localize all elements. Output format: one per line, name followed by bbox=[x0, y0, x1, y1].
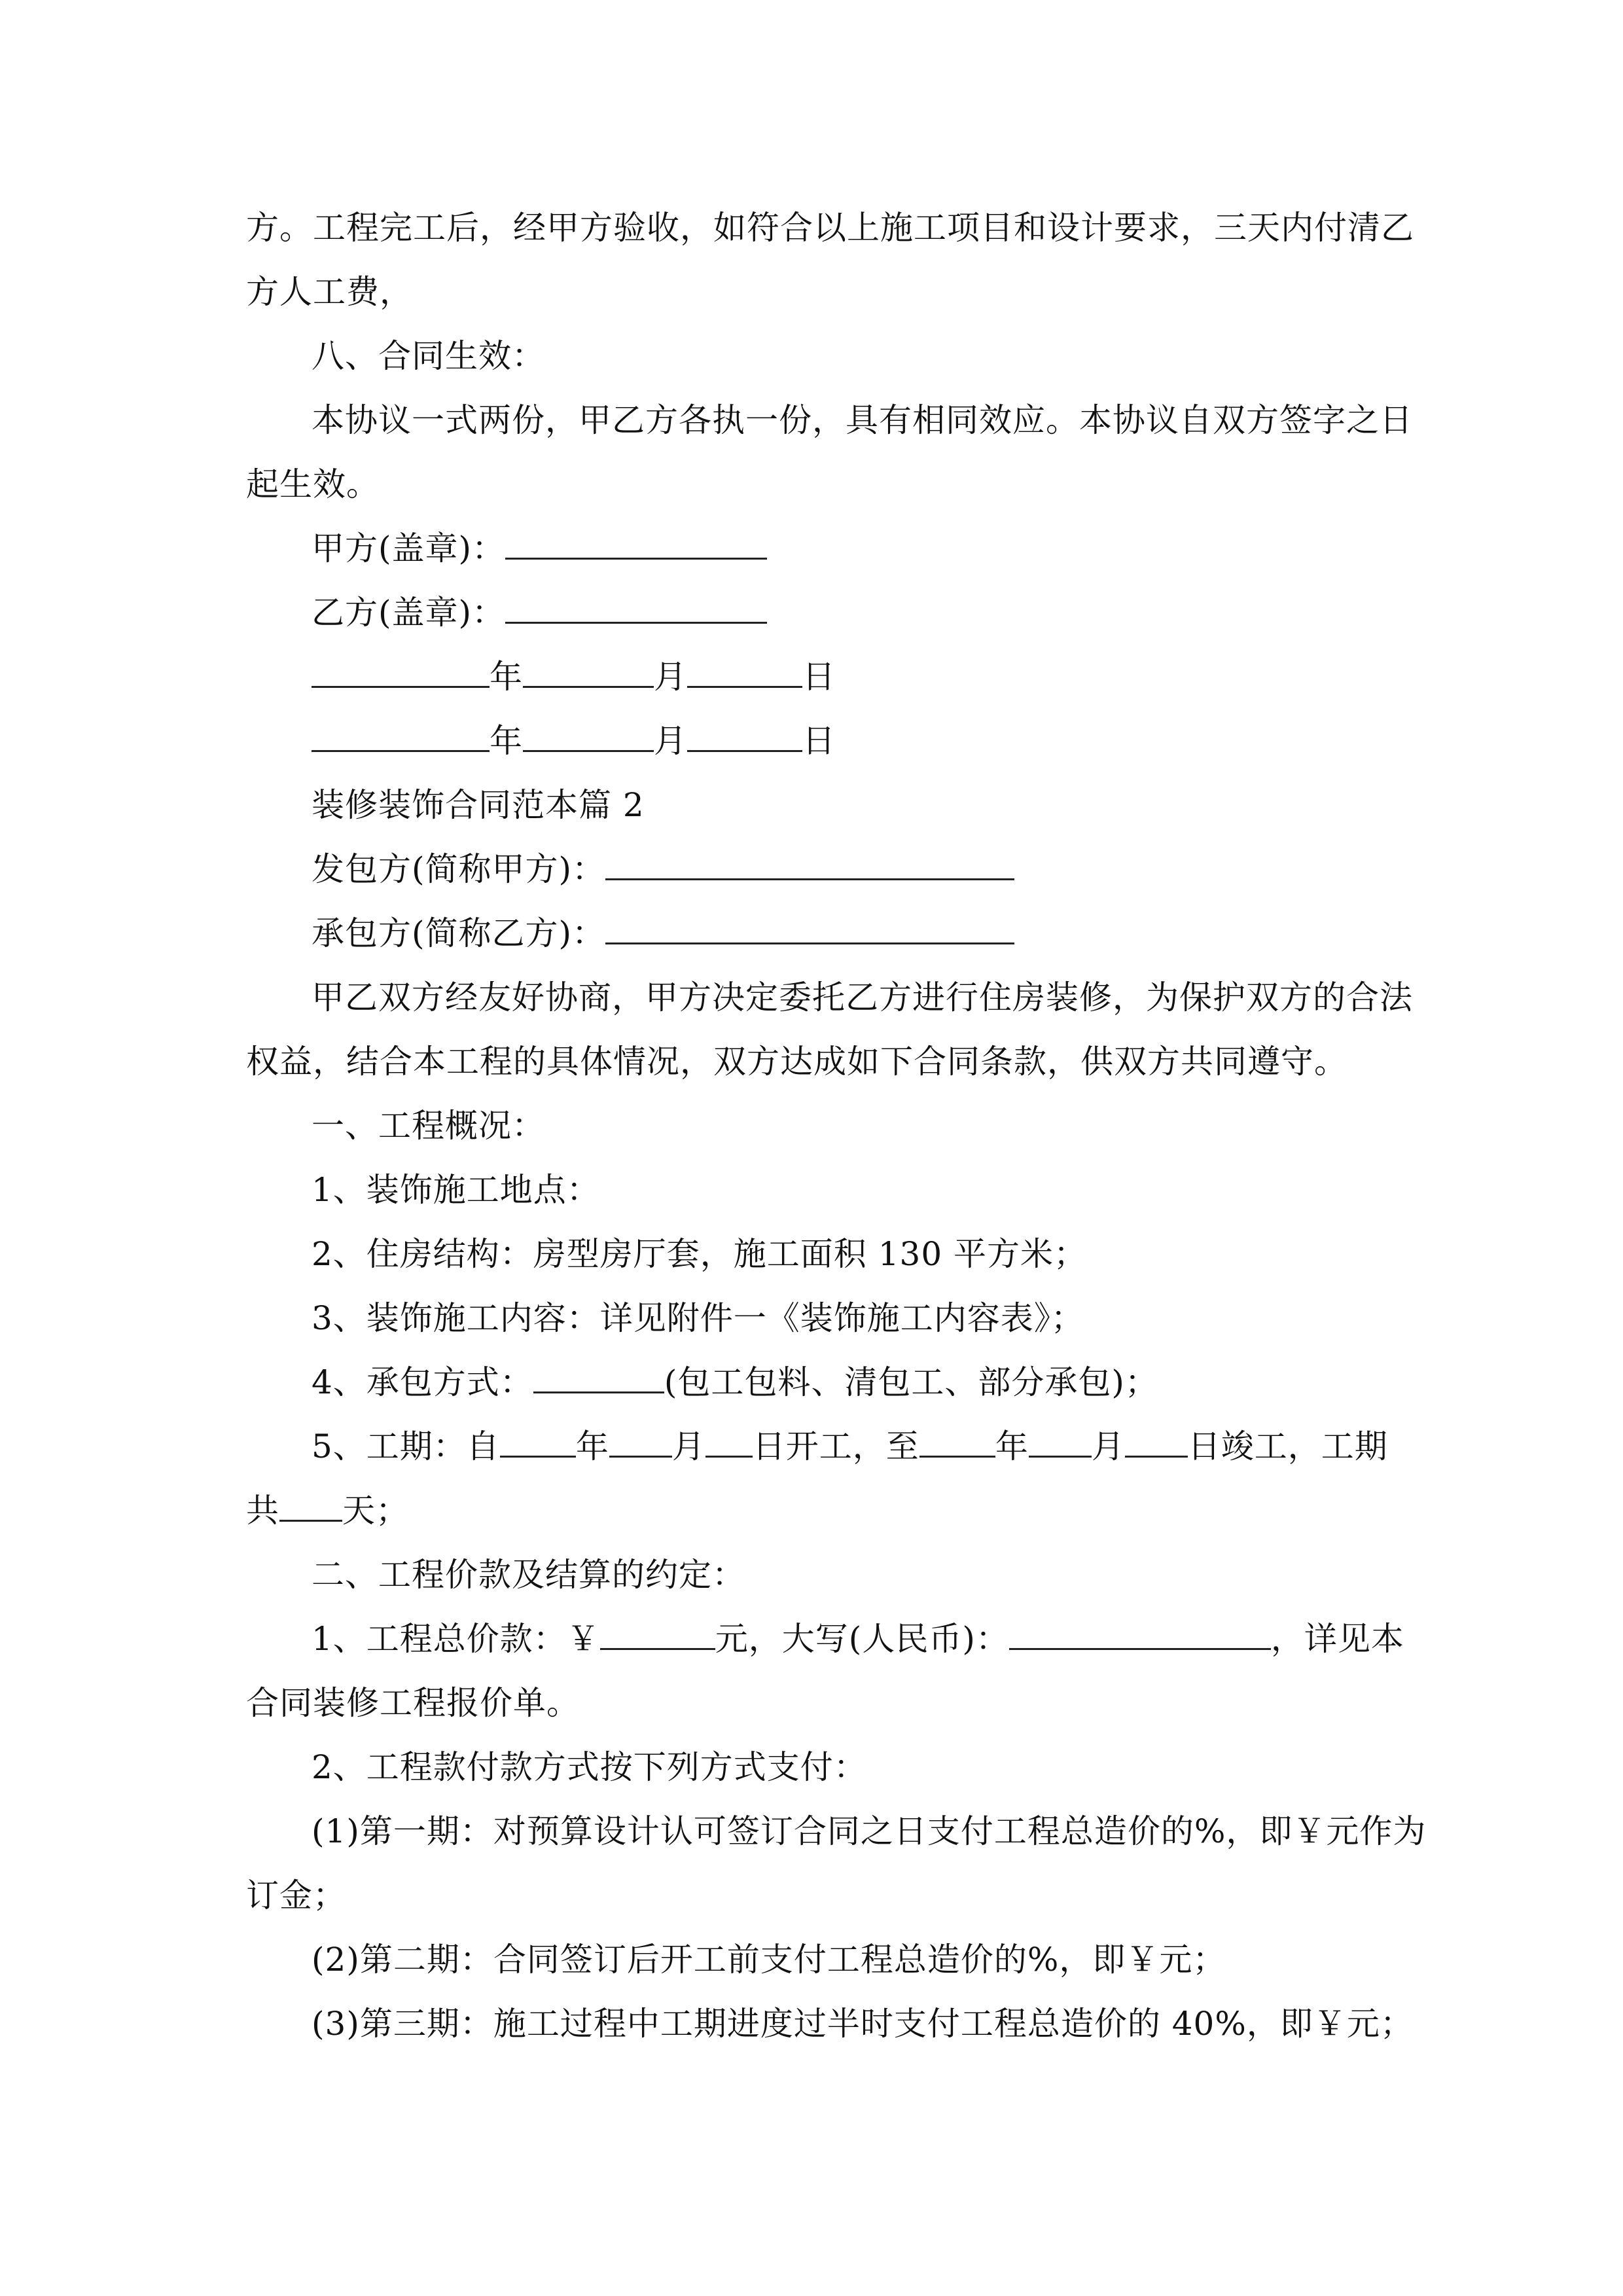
total-label: 共 bbox=[246, 1492, 279, 1530]
fill-blank bbox=[605, 914, 1014, 944]
contractee-label: 承包方(简称乙方)： bbox=[312, 914, 606, 952]
fill-blank bbox=[600, 1619, 715, 1650]
fill-blank bbox=[279, 1491, 342, 1522]
year-label: 年 bbox=[995, 1427, 1029, 1465]
paragraph-line: 订金； bbox=[246, 1876, 346, 1914]
clause-line: 1、装饰施工地点： bbox=[312, 1171, 600, 1209]
paragraph-line: 本协议一式两份，甲乙方各执一份，具有相同效应。本协议自双方签字之日 bbox=[312, 401, 1413, 439]
contractor-label: 发包方(简称甲方)： bbox=[312, 850, 606, 888]
signature-blank bbox=[505, 593, 767, 624]
clause-line: (1)第一期：对预算设计认可签订合同之日支付工程总造价的%，即￥元作为 bbox=[312, 1812, 1427, 1850]
end-label: 日竣工，工期 bbox=[1187, 1427, 1388, 1465]
party-b-seal-line bbox=[312, 593, 767, 632]
section-heading: 八、合同生效： bbox=[312, 337, 545, 375]
see-quote-label: ，详见本 bbox=[1270, 1620, 1404, 1658]
days-label: 天； bbox=[342, 1492, 409, 1530]
contract-method-options: (包工包料、清包工、部分承包)； bbox=[664, 1363, 1158, 1401]
day-label: 日 bbox=[802, 658, 836, 696]
clause-line: 2、住房结构：房型房厅套，施工面积 130 平方米； bbox=[312, 1235, 1088, 1273]
paragraph-line: 方。工程完工后，经甲方验收，如符合以上施工项目和设计要求，三天内付清乙 bbox=[246, 209, 1414, 247]
month-label: 月 bbox=[654, 658, 687, 696]
contract-method-label: 4、承包方式： bbox=[312, 1363, 533, 1401]
day-blank bbox=[687, 657, 802, 688]
month-label: 月 bbox=[671, 1427, 705, 1465]
month-blank bbox=[523, 657, 654, 688]
document-title: 装修装饰合同范本篇 2 bbox=[312, 786, 645, 824]
fill-blank bbox=[705, 1427, 753, 1458]
section-heading: 一、工程概况： bbox=[312, 1107, 545, 1145]
month-blank bbox=[523, 721, 654, 752]
clause-line bbox=[312, 1427, 1388, 1466]
uppercase-label: 元，大写(人民币)： bbox=[715, 1620, 1009, 1658]
paragraph-line: 权益，结合本工程的具体情况，双方达成如下合同条款，供双方共同遵守。 bbox=[246, 1043, 1347, 1081]
start-label: 日开工，至 bbox=[752, 1427, 919, 1465]
clause-line: (3)第三期：施工过程中工期进度过半时支付工程总造价的 40%，即￥元； bbox=[312, 2005, 1414, 2043]
month-label: 月 bbox=[1091, 1427, 1125, 1465]
paragraph-line: 方人工费， bbox=[246, 273, 413, 311]
contractee-line bbox=[312, 914, 1014, 953]
day-blank bbox=[687, 721, 802, 752]
paragraph-line: 合同装修工程报价单。 bbox=[246, 1684, 580, 1722]
clause-line: (2)第二期：合同签订后开工前支付工程总造价的%，即￥元； bbox=[312, 1941, 1226, 1979]
party-a-seal-line bbox=[312, 529, 767, 568]
day-label: 日 bbox=[802, 722, 836, 760]
duration-label: 5、工期：自 bbox=[312, 1427, 500, 1465]
fill-blank bbox=[1125, 1427, 1188, 1458]
party-a-seal-label: 甲方(盖章)： bbox=[312, 529, 506, 567]
fill-blank bbox=[500, 1427, 576, 1458]
paragraph-line: 甲乙双方经友好协商，甲方决定委托乙方进行住房装修，为保护双方的合法 bbox=[312, 978, 1413, 1016]
clause-line bbox=[312, 1363, 1158, 1402]
year-label: 年 bbox=[575, 1427, 609, 1465]
party-b-seal-label: 乙方(盖章)： bbox=[312, 594, 506, 632]
contractor-line bbox=[312, 850, 1014, 889]
clause-line bbox=[312, 1619, 1404, 1659]
fill-blank bbox=[1009, 1619, 1271, 1650]
section-heading: 二、工程价款及结算的约定： bbox=[312, 1556, 745, 1594]
date-line bbox=[312, 657, 836, 696]
fill-blank bbox=[609, 1427, 672, 1458]
fill-blank bbox=[533, 1363, 664, 1393]
year-label: 年 bbox=[490, 658, 523, 696]
signature-blank bbox=[505, 529, 767, 560]
year-label: 年 bbox=[490, 722, 523, 760]
month-label: 月 bbox=[654, 722, 687, 760]
fill-blank bbox=[1029, 1427, 1092, 1458]
year-blank bbox=[312, 657, 490, 688]
clause-line bbox=[246, 1491, 409, 1530]
paragraph-line: 起生效。 bbox=[246, 465, 380, 503]
fill-blank bbox=[605, 850, 1014, 880]
clause-line: 3、装饰施工内容：详见附件一《装饰施工内容表》； bbox=[312, 1299, 1084, 1337]
total-price-label: 1、工程总价款：￥ bbox=[312, 1620, 600, 1658]
date-line bbox=[312, 721, 836, 761]
year-blank bbox=[312, 721, 490, 752]
clause-line: 2、工程款付款方式按下列方式支付： bbox=[312, 1748, 867, 1786]
fill-blank bbox=[919, 1427, 995, 1458]
